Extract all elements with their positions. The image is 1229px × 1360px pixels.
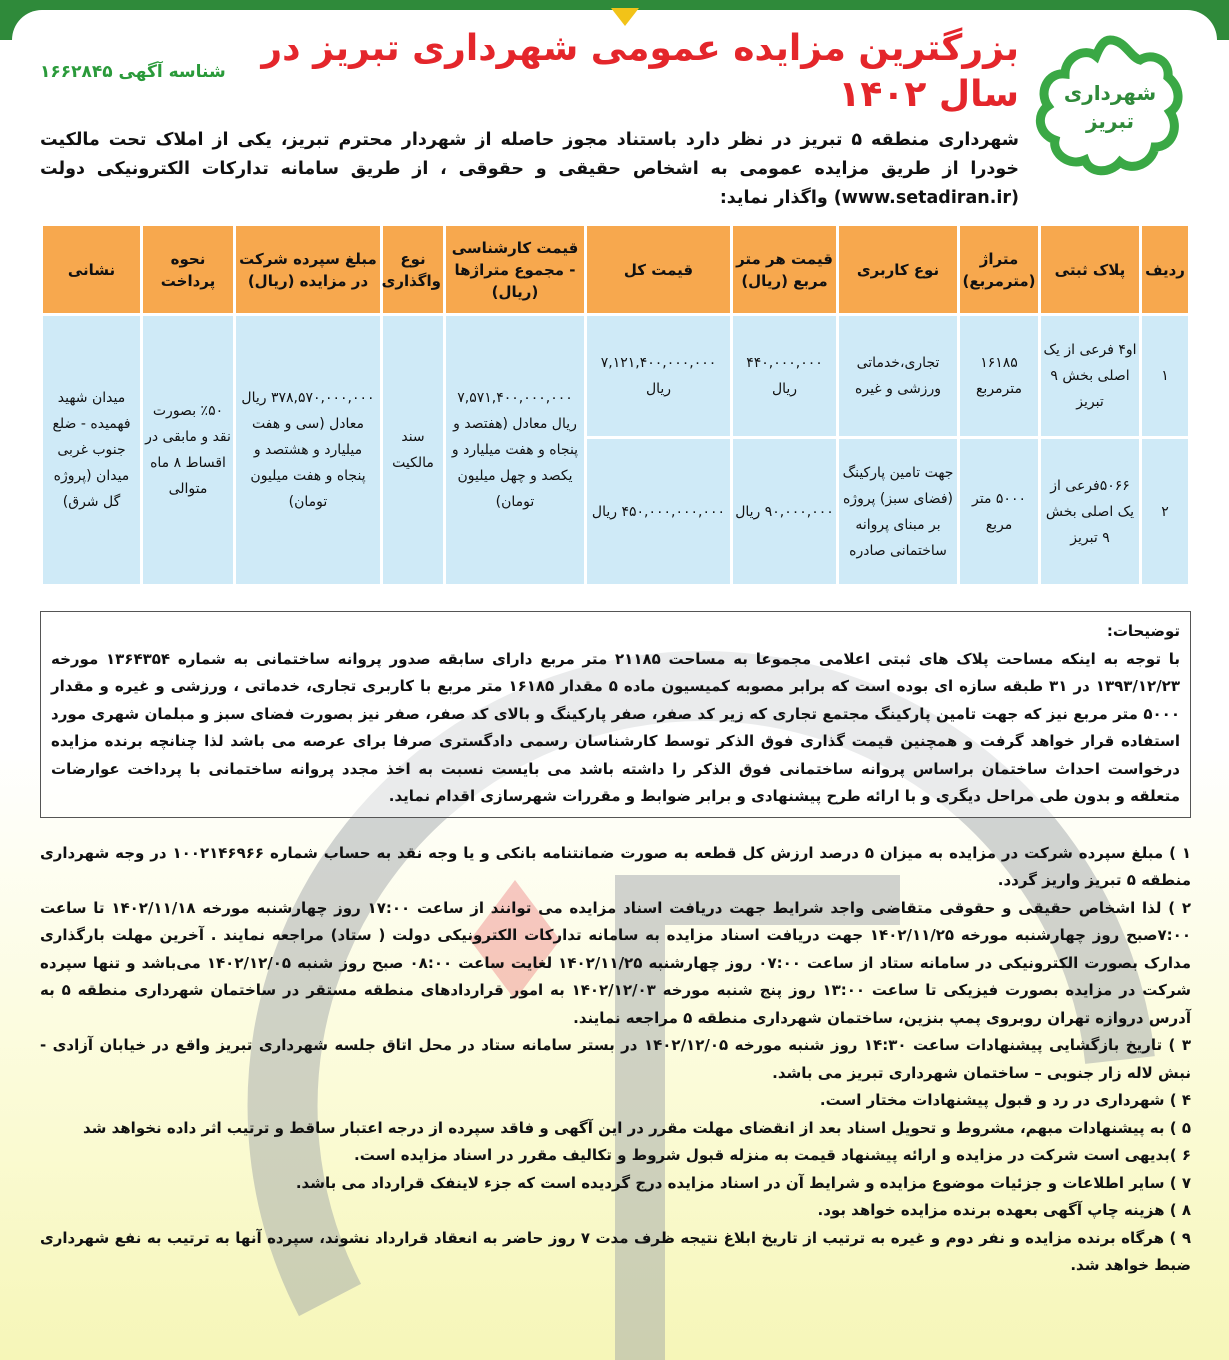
col-header: ردیف [1142,226,1188,313]
tabriz-municipality-logo [1030,32,1190,182]
condition-item: ۴ ) شهرداری در رد و قبول پیشنهادات مختار است. [819,1091,1191,1109]
svg-text:شهرداری: شهرداری [1063,81,1157,105]
cell-use: تجاری،خدماتی ورزشی و غیره [839,316,957,436]
condition-item: ۶ )بدیهی است شرکت در مزایده و ارائه پیشنهاد قیمت به منزله قبول شروط و تکالیف مقرر در اسناد مزایده است. [354,1146,1191,1164]
page-title: بزرگترین مزایده عمومی شهرداری تبریز در سال ۱۴۰۲ [261,28,1019,115]
auction-table [40,223,1191,587]
col-header: نوع کاربری [839,226,957,313]
table-header-row [43,226,1188,313]
cell-expert-price: ۷,۵۷۱,۴۰۰,۰۰۰,۰۰۰ ریال معادل (هفتصد و پنجاه و هفت میلیارد و یکصد و چهل میلیون تومان) [446,316,584,584]
intro-text: شهرداری منطقه ۵ تبریز در نظر دارد باستناد مجوز حاصله از شهردار محترم تبریز، یکی از املاک تحت مالکیت خودرا از طریق مزایده عمومی به اشخاص حقیقی و حقوقی ، از طریق سامانه تدارکات الکترونیکی دولت (www.setadiran.ir) واگذار نماید: [40,130,1019,208]
condition-item: ۷ ) سایر اطلاعات و جزئیات موضوع مزایده و شرایط آن در اسناد مزایده درج گردیده است که جزء لاینفک قرارداد می باشد. [295,1173,1191,1192]
ad-number: شناسه آگهی ۱۶۶۲۸۴۵ [40,62,226,82]
col-header: متراژ (مترمربع) [960,226,1038,313]
cell-transfer-type: سند مالکیت [383,316,443,584]
svg-text:تبریز: تبریز [1085,109,1135,133]
cell-row: ۲ [1142,439,1188,584]
cell-deposit: ۳۷۸,۵۷۰,۰۰۰,۰۰۰ ریال معادل (سی و هفت میلیارد و هشتصد و پنجاه و هفت میلیون تومان) [236,316,380,584]
cell-use: جهت تامین پارکینگ (فضای سبز) پروژه بر مبنای پروانه ساختمانی صادره [839,439,957,584]
col-header: نشانی [43,226,140,313]
cell-row: ۱ [1142,316,1188,436]
col-header: قیمت کارشناسی - مجموع متراژها (ریال) [446,226,584,313]
col-header: نحوه پرداخت [143,226,233,313]
condition-item: ۲ ) لذا اشخاص حقیقی و حقوقی متقاضی واجد شرایط جهت دریافت اسناد مزایده می توانند از ساعت ۱۷:۰۰ روز چهارشنبه مورخه ۱۴۰۲/۱۱/۱۸ تا ساعت ۷:۰۰صبح روز چهارشنبه مورخه ۱۴۰۲/۱۱/۲۵ جهت دریافت اسناد مزایده به سامانه تدارکات الکترونیکی دولت ( ستاد) مراجعه نمایند . آخرین مهلت بارگذاری مدارک بصورت الکترونیکی در سامانه ستاد از ساعت ۰۷:۰۰ روز چهارشنبه ۱۴۰۲/۱۱/۲۵ لغایت ساعت ۰۸:۰۰ صبح روز شنبه ۱۴۰۲/۱۲/۰۵ می‌باشد و تنها سپرده شرکت در مزایده بصورت فیزیکی تا ساعت ۱۳:۰۰ روز پنج شنبه مورخه ۱۴۰۲/۱۲/۰۳ به امور قراردادهای منطقه مستقر در ساختمان شهرداری منطقه ۵ به آدرس دروازه تهران روبروی پمپ بنزین، ساختمان شهرداری منطقه ۵ مراجعه نمایند. [40,898,1192,1027]
condition-item: ۸ ) هزینه چاپ آگهی بعهده برنده مزایده خواهد بود. [817,1201,1191,1219]
title-row [40,26,1019,118]
table-row [43,316,1188,436]
cell-plate: او۴ فرعی از یک اصلی بخش ۹ تبریز [1041,316,1139,436]
notes-box [40,611,1191,818]
notes-label: توضیحات: [1106,622,1180,640]
condition-item: ۳ ) تاریخ بازگشایی پیشنهادات ساعت ۱۴:۳۰ روز شنبه مورخه ۱۴۰۲/۱۲/۰۵ در بستر سامانه ستاد در محل اتاق جلسه شهرداری تبریز واقع در خیابان آزادی - نبش لاله زار جنوبی – ساختمان شهرداری تبریز می باشد. [40,1036,1191,1082]
cell-area: ۵۰۰۰ متر مربع [960,439,1038,584]
cell-unit-price: ۴۴۰,۰۰۰,۰۰۰ ریال [733,316,836,436]
condition-item: ۹ ) هرگاه برنده مزایده و نفر دوم و غیره به ترتیب از تاریخ ابلاغ نتیجه ظرف مدت ۷ روز حاضر به انعقاد قرارداد نشوند، سپرده آنها به ترتیب به نفع شهرداری ضبط خواهد شد. [40,1228,1191,1274]
condition-item: ۵ ) به پیشنهادات مبهم، مشروط و تحویل اسناد بعد از انقضای مهلت مقرر در این آگهی و فاقد سپرده از درجه اعتبار ساقط و ترتیب اثر داده نخواهد شد [82,1118,1191,1137]
notes-text: با توجه به اینکه مساحت پلاک های ثبتی اعلامی مجموعا به مساحت ۲۱۱۸۵ متر مربع دارای سابقه صدور پروانه ساختمانی به شماره ۱۳۶۴۳۵۴ مورخه ۱۳۹۳/۱۲/۲۳ در ۳۱ طبقه سازه ای بوده است که برابر مصوبه کمیسیون ماده ۵ مقدار ۱۶۱۸۵ متر مربع با کاربری تجاری، خدماتی ، ورزشی و غیره و مقدار ۵۰۰۰ متر مربع نیز که جهت تامین پارکینگ مجتمع تجاری که زیر کد صفر، صفر پارکینگ و بالای کد صفر، صفر نیز بصورت فضای سبز و مبلمان شهری مورد استفاده قرار خواهد گرفت و همچنین قیمت گذاری فوق الذکر توسط کارشناسان رسمی دادگستری صرفا برای عرصه می باشد لذا چنانچه برنده مزایده درخواست احداث ساختمان براساس پروانه ساختمانی فوق الذکر را داشته باشد می بایست نسبت به اخذ مجدد پروانه ساختمانی با پرداخت عوارضات متعلقه و بدون طی مراحل دیگری و با ارائه طرح پیشنهادی و برابر ضوابط و مقررات شهرسازی اقدام نماید. [51,649,1180,805]
cell-total: ۴۵۰,۰۰۰,۰۰۰,۰۰۰ ریال [587,439,730,584]
col-header: قیمت هر متر مربع (ریال) [733,226,836,313]
col-header: نوع واگذاری [383,226,443,313]
cell-plate: ۵۰۶۶فرعی از یک اصلی بخش ۹ تبریز [1041,439,1139,584]
col-header: پلاک ثبتی [1041,226,1139,313]
cell-area: ۱۶۱۸۵ مترمربع [960,316,1038,436]
cell-payment: ٪۵۰ بصورت نقد و مابقی در اقساط ۸ ماه متوالی [143,316,233,584]
cell-total: ۷,۱۲۱,۴۰۰,۰۰۰,۰۰۰ ریال [587,316,730,436]
cell-unit-price: ۹۰,۰۰۰,۰۰۰ ریال [733,439,836,584]
triangle-marker-icon [611,8,639,26]
col-header: مبلغ سپرده شرکت در مزایده (ریال) [236,226,380,313]
condition-item: ۱ ) مبلغ سپرده شرکت در مزایده به میزان ۵ درصد ارزش کل قطعه به صورت ضمانتنامه بانکی و یا وجه نقد به حساب شماره ۱۰۰۲۱۴۶۹۶۶ در وجه شهرداری منطقه ۵ تبریز واریز گردد. [40,843,1192,889]
cell-address: میدان شهید فهمیده - ضلع جنوب غربی میدان (پروژه گل شرق) [43,316,140,584]
conditions-list [40,840,1191,1280]
col-header: قیمت کل [587,226,730,313]
